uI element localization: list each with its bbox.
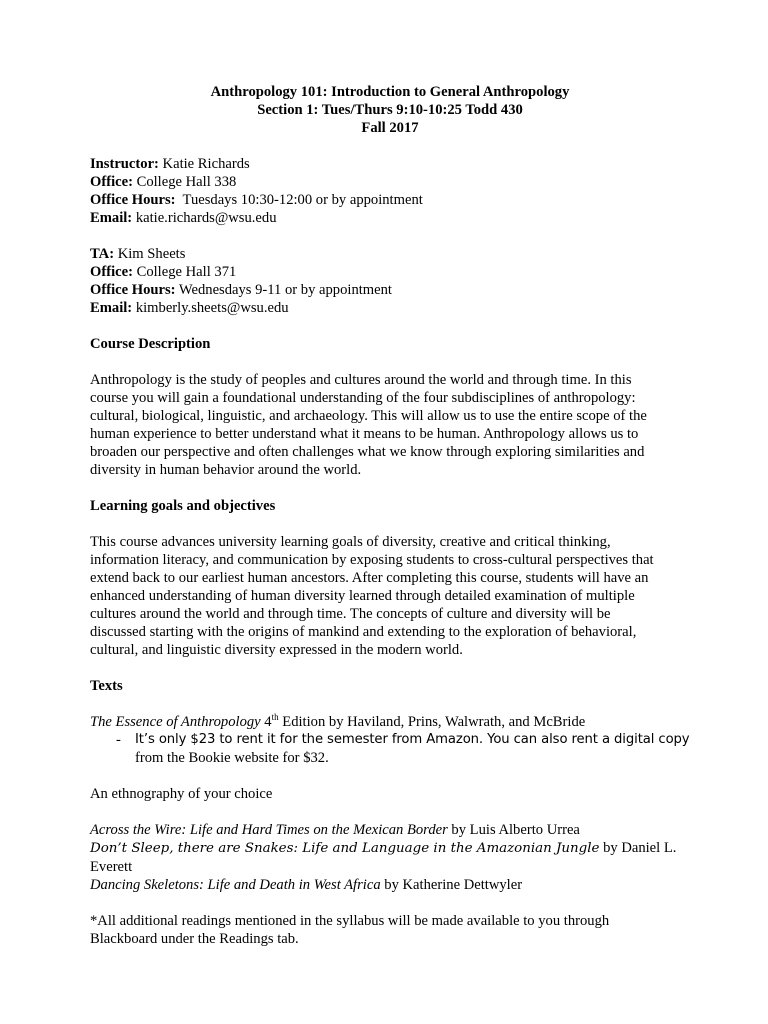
ta-hours-label: Office Hours:: [90, 282, 176, 298]
ta-hours: Wednesdays 9-11 or by appointment: [175, 282, 392, 298]
ta-name: Kim Sheets: [114, 246, 186, 262]
list-item: [90, 839, 690, 876]
course-header: [90, 83, 690, 137]
paragraph-line: This course advances university learning goals of diversity, creative and critical thinking,: [90, 534, 611, 550]
course-section: Section 1: Tues/Thurs 9:10-10:25 Todd 430: [257, 102, 523, 118]
readings-note-line: Blackboard under the Readings tab.: [90, 931, 299, 947]
instructor-hours-label: Office Hours:: [90, 192, 176, 208]
ta-block: [90, 245, 690, 317]
textbook-title: The Essence of Anthropology: [90, 714, 261, 730]
instructor-email[interactable]: katie.richards@wsu.edu: [132, 210, 277, 226]
instructor-office-label: Office:: [90, 174, 133, 190]
ethnography-title: Across the Wire: Life and Hard Times on the Mexican Border: [90, 822, 448, 838]
learning-goals-text: [90, 533, 690, 659]
ethnography-title: Don’t Sleep, there are Snakes: Life and Language in the Amazonian Jungle: [90, 841, 600, 856]
ethnography-author: by Daniel L. Everett: [90, 840, 677, 875]
textbook-authors: Edition by Haviland, Prins, Walwrath, and McBride: [278, 714, 586, 730]
paragraph-line: human experience to better understand what it means to be human. Anthropology allows us to: [90, 426, 639, 442]
learning-goals-heading: Learning goals and objectives: [90, 498, 276, 514]
ta-office: College Hall 371: [132, 264, 237, 280]
instructor-name: Katie Richards: [158, 156, 250, 172]
course-description-heading: Course Description: [90, 336, 211, 352]
instructor-office: College Hall 338: [132, 174, 237, 190]
required-textbook: [90, 713, 690, 731]
ethnography-author: by Luis Alberto Urrea: [447, 822, 580, 838]
textbook-edition-suffix: th: [271, 712, 279, 723]
instructor-email-label: Email:: [90, 210, 133, 226]
texts-heading: Texts: [90, 678, 123, 694]
syllabus-page: [90, 83, 690, 948]
list-item: [90, 876, 690, 894]
ta-office-label: Office:: [90, 264, 133, 280]
course-description-text: [90, 371, 690, 479]
ta-email[interactable]: kimberly.sheets@wsu.edu: [132, 300, 289, 316]
paragraph-line: cultural, and linguistic diversity expressed in the modern world.: [90, 642, 463, 658]
instructor-block: [90, 155, 690, 227]
textbook-rental-note: [90, 731, 690, 767]
paragraph-line: diversity in human behavior around the world.: [90, 462, 362, 478]
paragraph-line: cultures around the world and through time. The concepts of culture and diversity will be: [90, 606, 611, 622]
readings-note-line: *All additional readings mentioned in the syllabus will be made available to you through: [90, 913, 610, 929]
paragraph-line: extend back to our earliest human ancestors. After completing this course, students will have an: [90, 570, 649, 586]
ethnography-title: Dancing Skeletons: Life and Death in West Africa: [90, 877, 381, 893]
rental-note-line: from the Bookie website for $32.: [135, 750, 329, 766]
course-term: Fall 2017: [361, 120, 419, 136]
paragraph-line: course you will gain a foundational understanding of the four subdisciplines of anthropology:: [90, 390, 636, 406]
paragraph-line: cultural, biological, linguistic, and archaeology. This will allow us to use the entire scope of the: [90, 408, 647, 424]
ta-email-label: Email:: [90, 300, 133, 316]
instructor-label: Instructor:: [90, 156, 159, 172]
paragraph-line: discussed starting with the origins of mankind and extending to the exploration of behavioral,: [90, 624, 637, 640]
paragraph-line: enhanced understanding of human diversity learned through detailed examination of multiple: [90, 588, 635, 604]
ethnography-list: [90, 821, 690, 894]
paragraph-line: Anthropology is the study of peoples and cultures around the world and through time. In this: [90, 372, 632, 388]
paragraph-line: broaden our perspective and often challenges what we know through exploring similarities and: [90, 444, 645, 460]
dash-bullet: -: [116, 732, 121, 748]
ethnography-author: by Katherine Dettwyler: [380, 877, 523, 893]
paragraph-line: information literacy, and communication by exposing students to cross-cultural perspectives that: [90, 552, 654, 568]
ta-label: TA:: [90, 246, 115, 262]
list-item: [90, 821, 690, 839]
instructor-hours: Tuesdays 10:30-12:00 or by appointment: [175, 192, 423, 208]
ethnography-intro: An ethnography of your choice: [90, 786, 273, 802]
textbook-edition-number: 4: [260, 714, 272, 730]
course-title: Anthropology 101: Introduction to General Anthropology: [210, 84, 570, 100]
rental-note-line: It’s only $23 to rent it for the semester from Amazon. You can also rent a digital copy: [135, 732, 690, 747]
readings-note: [90, 912, 690, 948]
